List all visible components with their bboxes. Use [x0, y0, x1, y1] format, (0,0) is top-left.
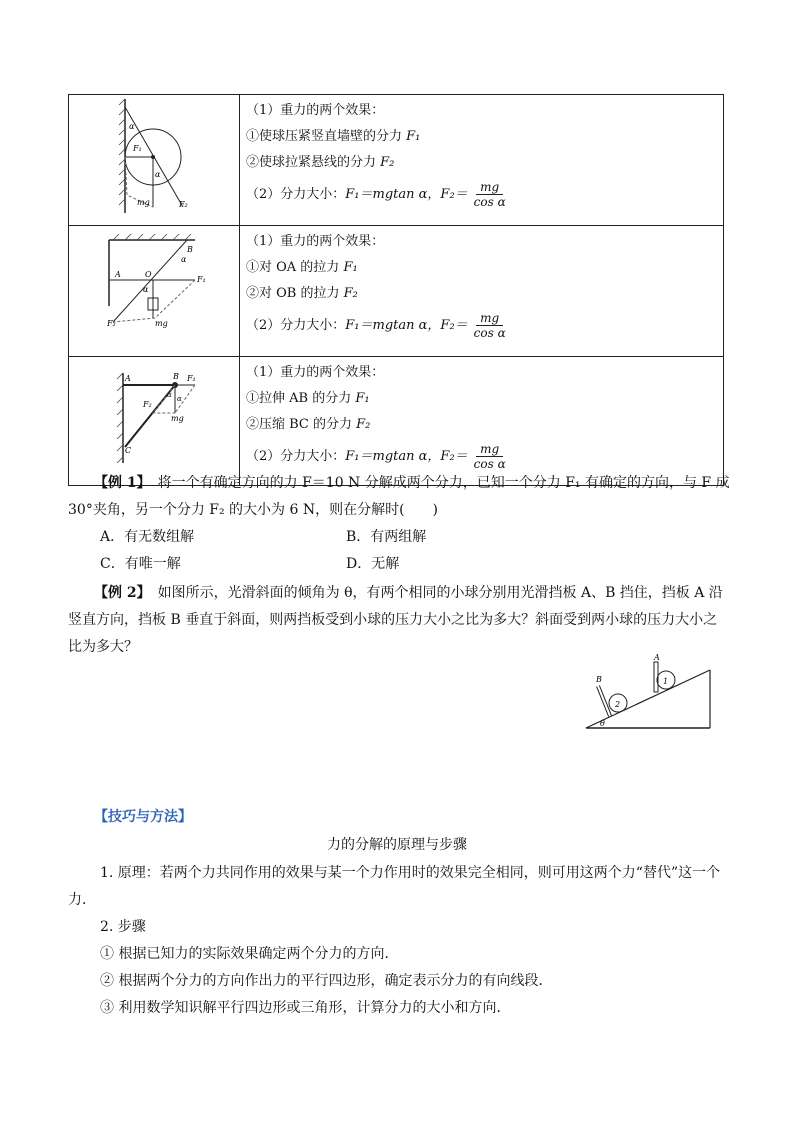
example-tag: 【例 1】: [94, 475, 144, 491]
incline-diagram: [584, 650, 714, 732]
example-2-line-3: 比为多大？: [68, 639, 138, 655]
formula-expression: F₁＝mgtan α，F₂＝: [345, 317, 468, 333]
mg-label: mg: [137, 198, 150, 207]
fraction-denominator: cos α: [473, 456, 506, 471]
formula-expression: F₁＝mgtan α，F₂＝: [345, 186, 468, 202]
effect-1: [246, 124, 723, 150]
example-tag: 【例 2】: [94, 585, 144, 601]
effects-heading: （1）重力的两个效果：: [246, 103, 385, 118]
f1-label: F₁: [187, 374, 196, 383]
alpha-label: α: [177, 395, 182, 403]
b-label: B: [187, 245, 193, 254]
alpha-label: α: [155, 170, 161, 179]
fraction-numerator: mg: [476, 311, 503, 326]
effect-text: ①对 OA 的拉力: [246, 260, 344, 275]
f1-label: F₁: [197, 275, 206, 284]
fraction-numerator: mg: [476, 442, 503, 457]
table-row: [69, 226, 724, 357]
magnitude-formula: [246, 176, 723, 212]
f1-symbol: F₁: [343, 260, 358, 275]
formula-prefix: （2）分力大小：: [246, 186, 346, 202]
example-2-line-2: 竖直方向，挡板 B 垂直于斜面，则两挡板受到小球的压力大小之比为多大？斜面受到两小球的压力大小之: [68, 612, 718, 628]
hanging-weight-diagram: [69, 226, 239, 352]
effect-text: ②对 OB 的拉力: [246, 286, 344, 301]
principle-line-1: 1. 原理：若两个力共同作用的效果与某一个力作用时的效果完全相同，则可用这两个力“替代”这一个: [100, 865, 721, 881]
alpha-label: α: [129, 122, 135, 131]
fraction-denominator: cos α: [473, 194, 506, 209]
f2-symbol: F₂: [343, 286, 358, 301]
effect-text: ②使球拉紧悬线的分力: [246, 155, 381, 170]
theta-label: θ: [600, 719, 605, 728]
mg-label: mg: [171, 414, 184, 423]
option-c: C．有唯一解: [100, 556, 181, 572]
effects-heading: （1）重力的两个效果：: [246, 365, 385, 380]
effect-text: ②压缩 BC 的分力: [246, 417, 357, 432]
text-cell: [240, 95, 724, 226]
effects-heading: （1）重力的两个效果：: [246, 234, 385, 249]
effect-text: ①使球压紧竖直墙壁的分力: [246, 129, 407, 144]
bracket-diagram: [69, 357, 239, 481]
effect-2: [246, 412, 723, 438]
formula-expression: F₁＝mgtan α，F₂＝: [345, 448, 468, 464]
formula-prefix: （2）分力大小：: [246, 317, 346, 333]
effect-2: [246, 150, 723, 176]
f1-symbol: F₁: [406, 129, 421, 144]
o-label: O: [145, 270, 152, 279]
option-d: D．无解: [346, 556, 400, 572]
f2-label: F₂: [179, 200, 188, 209]
fraction: [470, 442, 510, 471]
step-3: ③ 利用数学知识解平行四边形或三角形，计算分力的大小和方向．: [100, 1000, 511, 1016]
effect-1: [246, 386, 723, 412]
ball-1-label: 1: [663, 677, 669, 686]
formula-prefix: （2）分力大小：: [246, 448, 346, 464]
fraction: [470, 180, 510, 209]
fraction-denominator: cos α: [473, 325, 506, 340]
alpha-label: α: [167, 391, 172, 399]
b-label: B: [173, 372, 179, 381]
c-label: C: [125, 446, 132, 455]
text-cell: [240, 226, 724, 357]
effect-text: ①拉伸 AB 的分力: [246, 391, 356, 406]
methods-title: 力的分解的原理与步骤: [327, 837, 467, 853]
effect-1: [246, 255, 723, 281]
a-label: A: [115, 270, 121, 279]
principle-line-2: 力．: [68, 892, 96, 908]
text-cell: [240, 357, 724, 486]
methods-heading: 【技巧与方法】: [94, 809, 192, 825]
f1-symbol: F₁: [355, 391, 370, 406]
example-2: [94, 580, 734, 607]
option-a: A．有无数组解: [100, 529, 195, 545]
steps-heading: 2. 步骤: [100, 919, 146, 935]
option-b: B．有两组解: [346, 529, 427, 545]
example-1-continued: 30°夹角，另一个分力 F₂ 的大小为 6 N，则在分解时( ): [68, 502, 439, 518]
figure-cell: [69, 357, 240, 486]
alpha-label: α: [181, 255, 187, 264]
step-2: ② 根据两个分力的方向作出力的平行四边形，确定表示分力的有向线段．: [100, 973, 553, 989]
table-row: [69, 95, 724, 226]
fraction: [470, 311, 510, 340]
figure-cell: [69, 226, 240, 357]
f2-label: F₂: [143, 400, 152, 409]
example-text: 如图所示，光滑斜面的倾角为 θ，有两个相同的小球分别用光滑挡板 A、B 挡住，挡板 A 沿: [143, 585, 723, 601]
fraction-numerator: mg: [476, 180, 503, 195]
mg-label: mg: [155, 319, 168, 328]
f1-label: F₁: [133, 144, 142, 153]
f2-symbol: F₂: [380, 155, 395, 170]
step-1: ① 根据已知力的实际效果确定两个分力的方向．: [100, 946, 399, 962]
a-label: A: [654, 653, 660, 662]
ball-2-label: 2: [615, 700, 621, 709]
f2-label: F₂: [107, 319, 116, 328]
f2-symbol: F₂: [356, 417, 371, 432]
example-1: [94, 470, 734, 497]
force-decomposition-table: [68, 94, 724, 486]
figure-cell: [69, 95, 240, 226]
effect-2: [246, 281, 723, 307]
magnitude-formula: [246, 438, 723, 474]
a-label: A: [125, 374, 131, 383]
alpha-label: α: [143, 285, 149, 294]
magnitude-formula: [246, 307, 723, 343]
example-text: 将一个有确定方向的力 F＝10 N 分解成两个分力，已知一个分力 F₁ 有确定的方向，与 F 成: [143, 475, 730, 491]
table-row: [69, 357, 724, 486]
b-label: B: [596, 675, 602, 684]
wall-ball-diagram: [69, 95, 239, 221]
